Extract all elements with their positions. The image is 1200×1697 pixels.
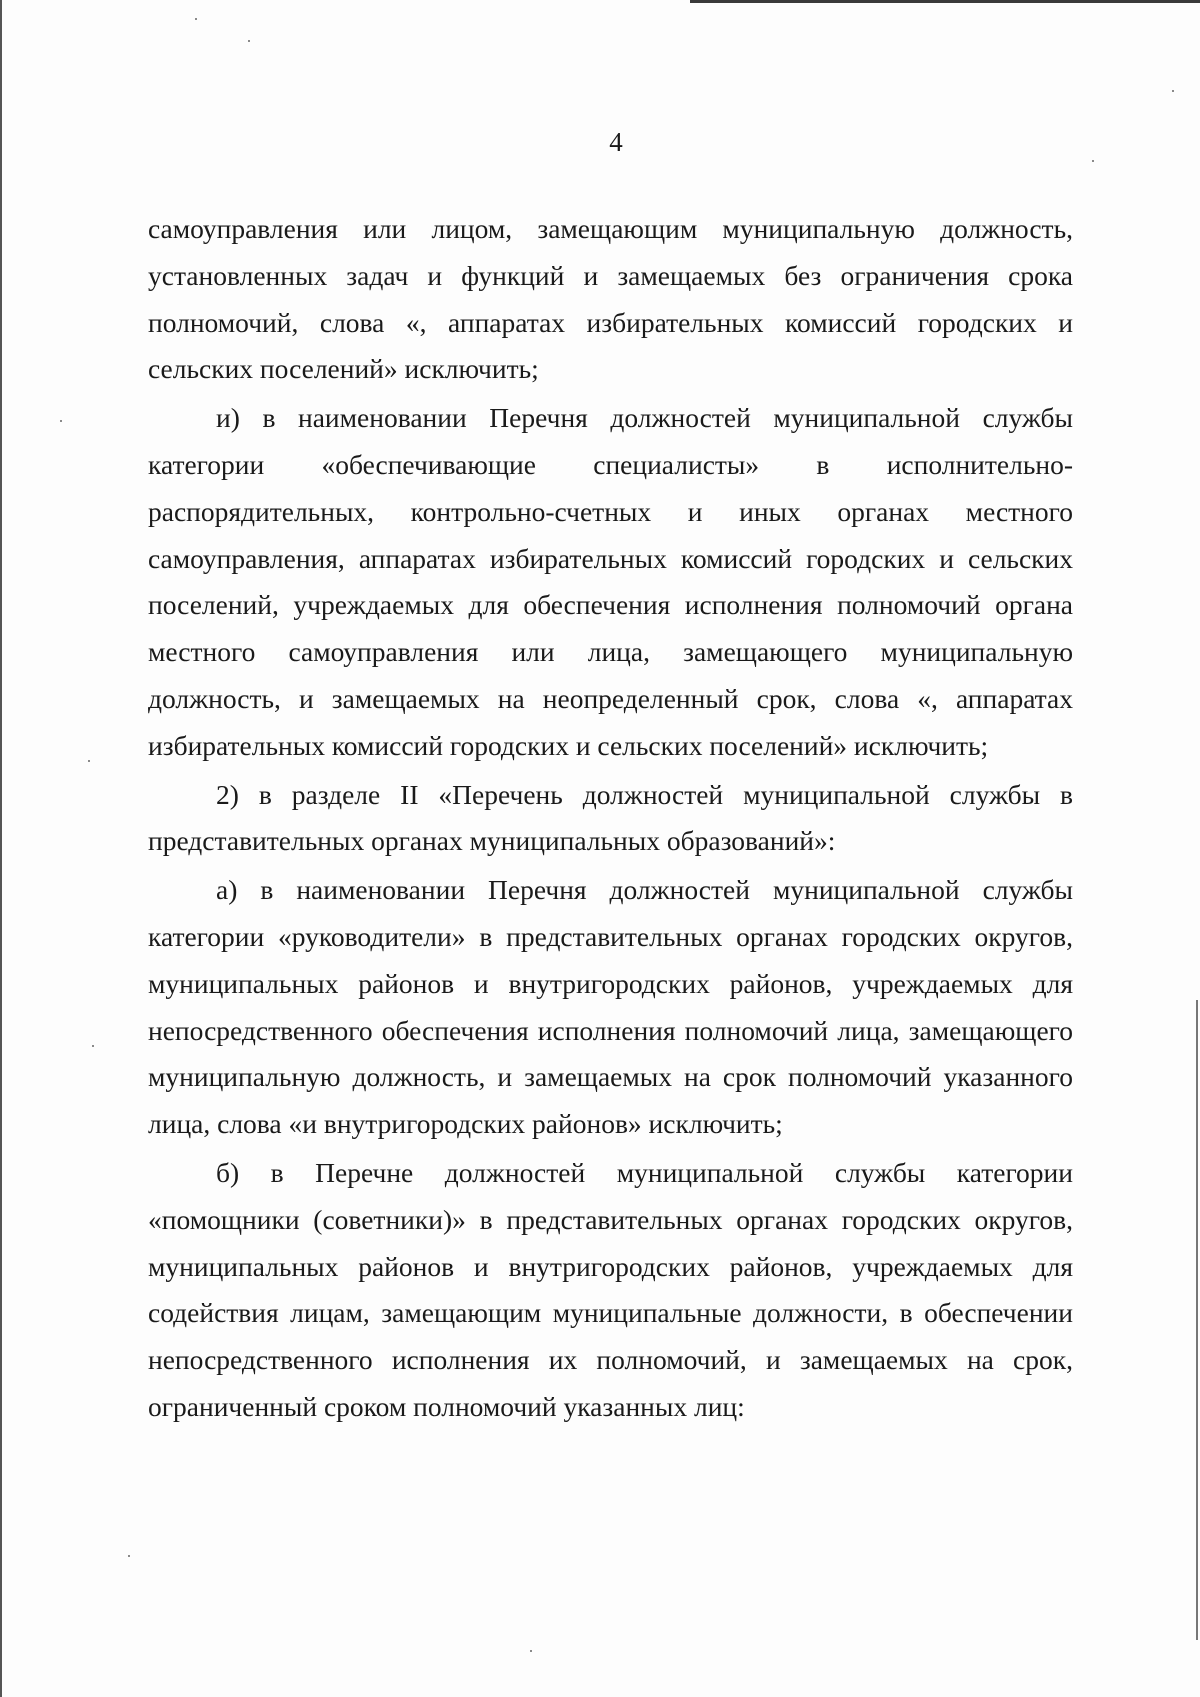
scan-speck (60, 420, 62, 422)
scan-edge-top (690, 0, 1200, 3)
paragraph-continuation: самоуправления или лицом, замещающим муниципальную должность, установленных задач и функций и замещаемых без ограничения срока полномочий, слова «, аппаратах избирательных комиссий городских и сельских поселений» исключить; (148, 213, 1073, 385)
paragraph-item-a: а) в наименовании Перечня должностей муниципальной службы категории «руководители» в представительных органах городских округов, муниципальных районов и внутригородских районов, учреждаемых для непосредственного обеспечения исполнения полномочий лица, замещающего муниципальную должность, и замещаемых на срок полномочий указанного лица, слова «и внутригородских районов» исключить; (148, 874, 1073, 1140)
scan-speck (248, 40, 250, 42)
paragraph-item-i: и) в наименовании Перечня должностей муниципальной службы категории «обеспечивающие специалисты» в исполнительно-распорядительных, контрольно-счетных и иных органах местного самоуправления, аппаратах избирательных комиссий городских и сельских поселений, учреждаемых для обеспечения исполнения полномочий органа местного самоуправления или лица, замещающего муниципальную должность, и замещаемых на неопределенный срок, слова «, аппаратах избирательных комиссий городских и сельских поселений» исключить; (148, 402, 1073, 761)
paragraph-item-b: б) в Перечне должностей муниципальной службы категории «помощники (советники)» в представительных органах городских округов, муниципальных районов и внутригородских районов, учреждаемых для содействия лицам, замещающим муниципальные должности, в обеспечении непосредственного исполнения их полномочий, и замещаемых на срок, ограниченный сроком полномочий указанных лиц: (148, 1156, 1073, 1422)
paragraph-item-2: 2) в разделе II «Перечень должностей муниципальной службы в представительных органах муниципальных образований»: (148, 778, 1073, 857)
scan-edge-right (1196, 1000, 1198, 1640)
document-body (148, 206, 1073, 1431)
scan-speck (195, 18, 197, 20)
scan-speck (88, 760, 90, 762)
page-number: 4 (609, 127, 623, 157)
scan-speck (128, 1555, 130, 1557)
scan-edge-left (0, 0, 2, 1697)
scan-speck (92, 1045, 94, 1047)
scan-speck (1172, 90, 1174, 92)
scan-speck (1092, 160, 1094, 162)
scan-speck (530, 1650, 532, 1652)
